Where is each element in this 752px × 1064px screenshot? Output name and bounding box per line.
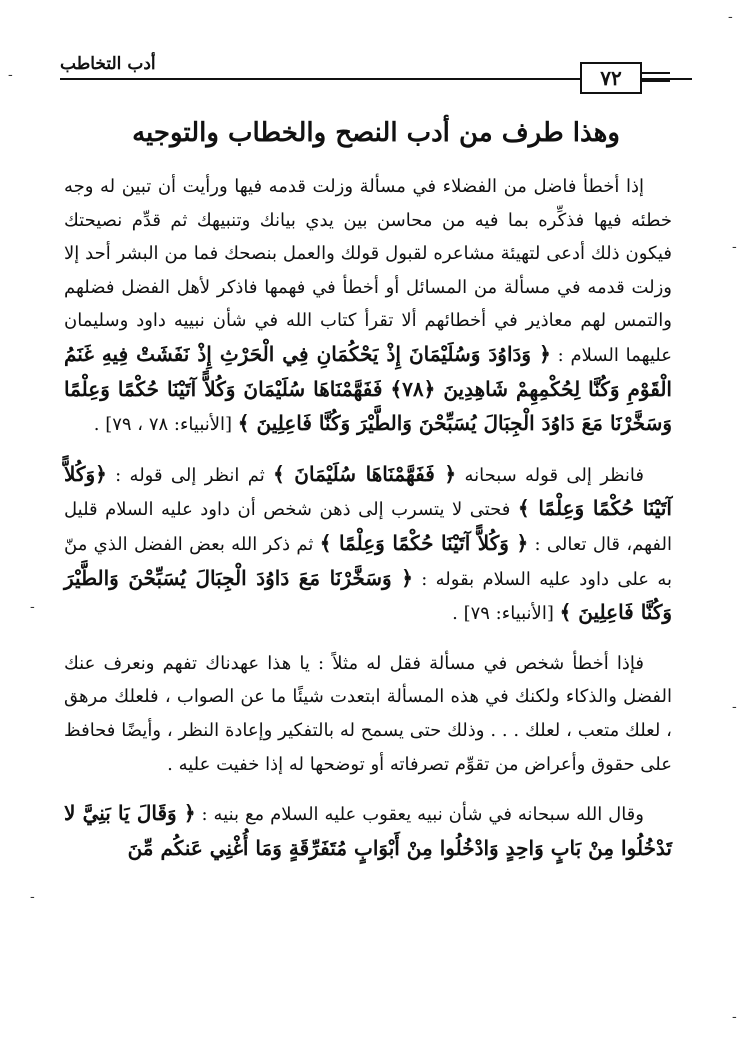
quran-verse: ﴿وَكُلاًّ آتَيْنَا حُكْمًا وَعِلْمًا ﴾ bbox=[64, 461, 672, 521]
running-header-title: أدب التخاطب bbox=[60, 54, 156, 74]
paragraph-text: فإذا أخطأ شخص في مسألة فقل له مثلاً : يا هذا عهدناك تفهم ونعرف عنك الفضل والذكاء ولكنك في هذه المسألة ابتعدت شيئًا ما عن الصواب ، فلعلك مرهق ، لعلك متعب ، لعلك . . . وذلك حتى يسمح له بالتفكير وإعادة النظر ، وأيضًا فحافظ على حقوق وأعراض من تقوِّم تصرفاته أو توضحها له إذا خفيت عليه . bbox=[64, 652, 672, 775]
scan-margin-mark: - bbox=[30, 599, 35, 615]
page-number: ٧٢ bbox=[580, 62, 642, 94]
paragraph bbox=[64, 647, 672, 781]
quran-verse: ﴿ وَدَاوُدَ وَسُلَيْمَانَ إِذْ يَحْكُمَانِ فِي الْحَرْثِ إِذْ نَفَشَتْ فِيهِ غَنَمُ الْقَوْمِ وَكُنَّا لِحُكْمِهِمْ شَاهِدِينَ ﴿٧٨﴾ فَفَهَّمْنَاهَا سُلَيْمَانَ وَكُلاًّ آتَيْنَا حُكْمًا وَعِلْمًا وَسَخَّرْنَا مَعَ دَاوُدَ الْجِبَالَ يُسَبِّحْنَ وَالطَّيْرَ وَكُنَّا فَاعِلِينَ ﴾ bbox=[64, 341, 672, 436]
paragraph bbox=[64, 797, 672, 866]
paragraph bbox=[64, 170, 672, 442]
quran-verse: ﴿ وَقَالَ يَا بَنِيَّ لا تَدْخُلُوا مِنْ بَابٍ وَاحِدٍ وَادْخُلُوا مِنْ أَبْوَابٍ مُتَفَرِّقَةٍ وَمَا أُغْنِي عَنكُم مِّنَ bbox=[64, 801, 672, 860]
scan-margin-mark: - bbox=[8, 67, 13, 83]
paragraph-text: إذا أخطأ فاضل من الفضلاء في مسألة وزلت قدمه فيها ورأيت أن تبين له وجه خطئه فيها فذكِّره بما فيه من محاسن بين يدي بيانك وتنبيهك ثم قدِّم نصيحتك فيكون ذلك أدعى لتهيئة مشاعره لقبول قولك والعمل بنصحك فما من البشر أحد إلا وزلت قدمه في مسألة من المسائل أو أخطأ في فهمها فاذكر لأهل الفضل فضلهم والتمس لهم معاذير في أخطائهم ألا تقرأ كتاب الله في شأن نبييه داود وسليمان عليهما السلام : bbox=[64, 176, 672, 366]
paragraph-text: [الأنبياء: ٧٩] . bbox=[452, 603, 560, 625]
paragraph-text: وقال الله سبحانه في شأن نبيه يعقوب عليه السلام مع بنيه : bbox=[195, 804, 644, 826]
paragraph-text: [الأنبياء: ٧٨ ، ٧٩] . bbox=[93, 414, 238, 436]
paragraph-text: فانظر إلى قوله سبحانه bbox=[456, 464, 644, 486]
header-double-rule bbox=[640, 72, 670, 82]
paragraph bbox=[64, 458, 672, 631]
scan-margin-mark: - bbox=[732, 1009, 737, 1025]
paragraph-text: ثم ذكر الله بعض الفضل الذي منّ به على داود عليه السلام بقوله : bbox=[64, 533, 672, 590]
scan-margin-mark: - bbox=[30, 889, 35, 905]
quran-verse: ﴿ وَكُلاًّ آتَيْنَا حُكْمًا وَعِلْمًا ﴾ bbox=[319, 530, 529, 555]
section-heading: وهذا طرف من أدب النصح والخطاب والتوجيه bbox=[132, 118, 620, 148]
scan-margin-mark: - bbox=[728, 9, 733, 25]
body-text bbox=[64, 170, 672, 882]
quran-verse: ﴿ وَسَخَّرْنَا مَعَ دَاوُدَ الْجِبَالَ يُسَبِّحْنَ وَالطَّيْرَ وَكُنَّا فَاعِلِينَ ﴾ bbox=[64, 565, 672, 625]
scan-margin-mark: - bbox=[732, 239, 737, 255]
quran-verse: ﴿ فَفَهَّمْنَاهَا سُلَيْمَانَ ﴾ bbox=[273, 461, 457, 486]
paragraph-text: فحتى لا يتسرب إلى ذهن شخص أن داود عليه السلام قليل الفهم، قال تعالى : bbox=[64, 499, 672, 555]
paragraph-text: ثم انظر إلى قوله : bbox=[106, 464, 274, 486]
scan-margin-mark: - bbox=[732, 699, 737, 715]
